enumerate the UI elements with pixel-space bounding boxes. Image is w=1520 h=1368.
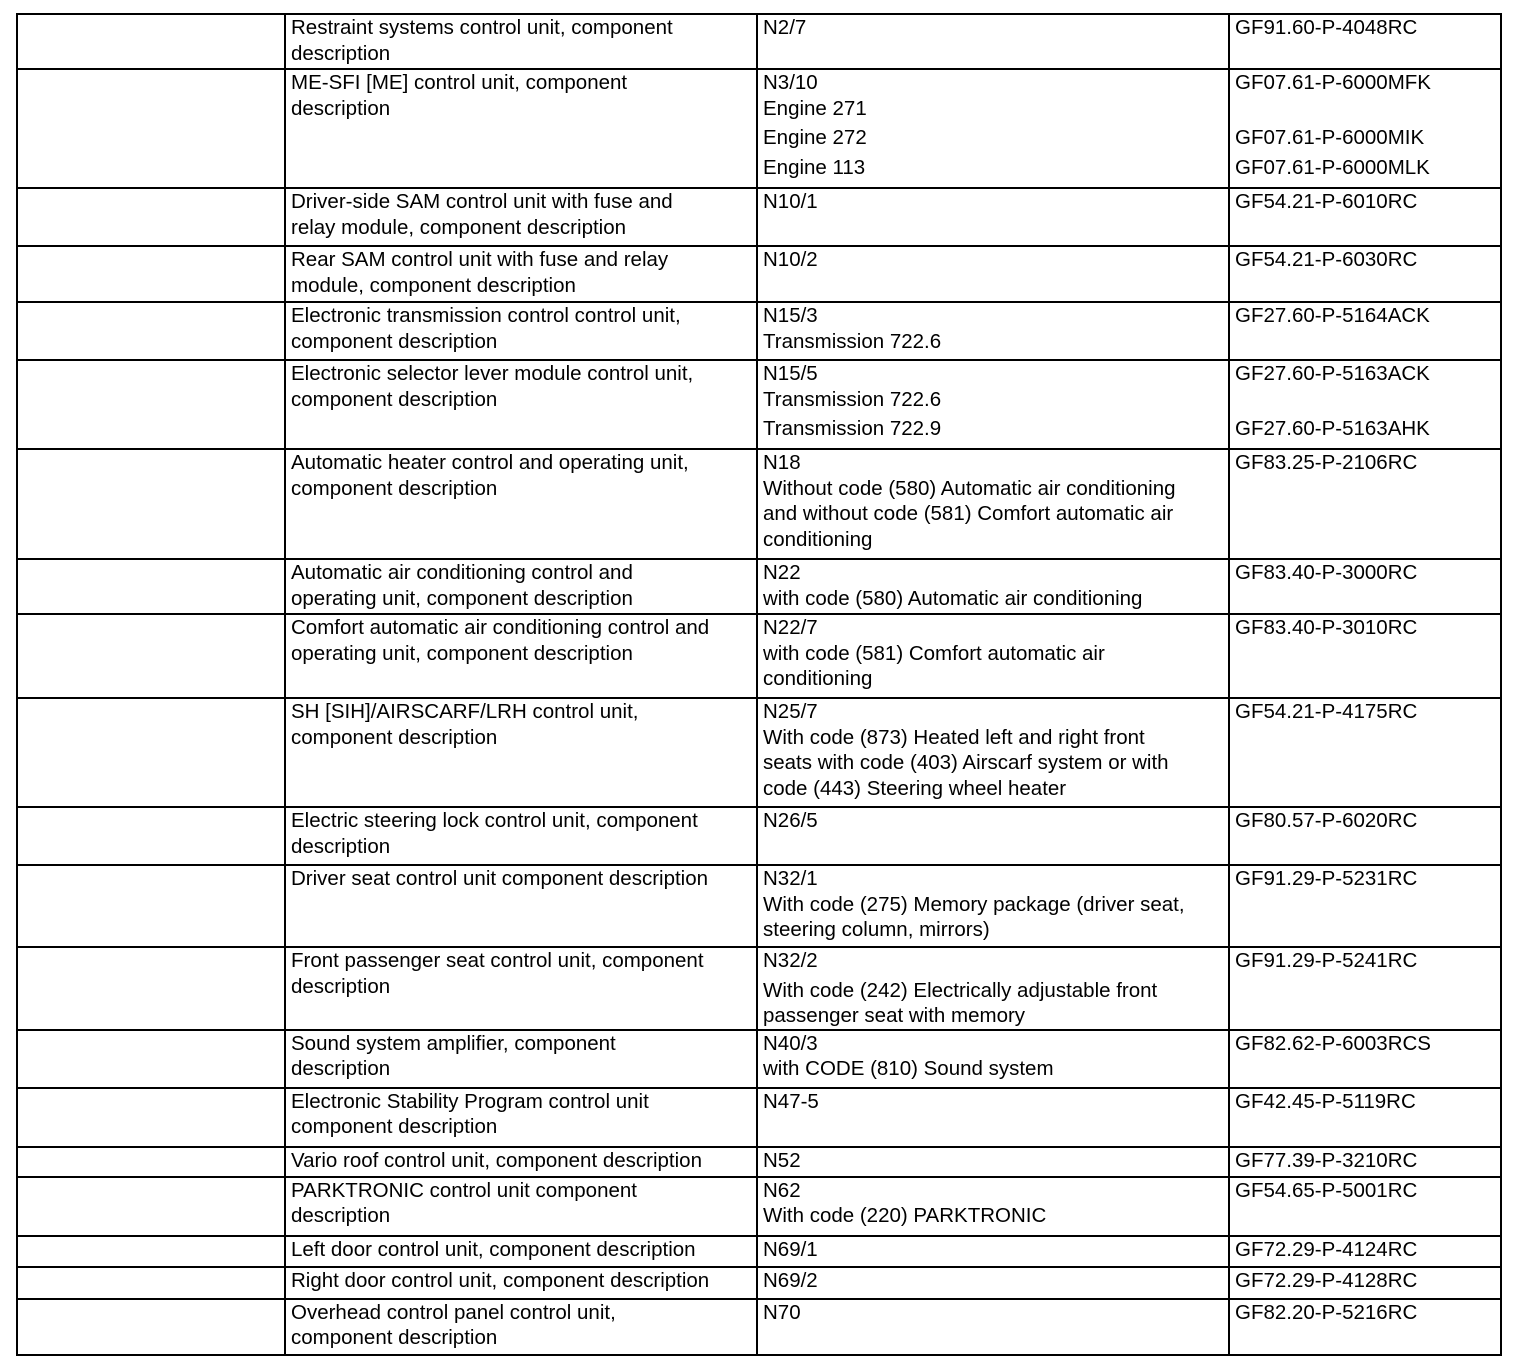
document-number-cell [1229,614,1501,698]
document-number-cell-line: GF82.62-P-6003RCS [1235,1031,1431,1055]
table-row [17,1030,1501,1088]
designation-cell-line: N25/7 [763,700,818,723]
designation-cell [757,449,1229,559]
empty-cell [17,69,285,188]
designation-cell-line: N62 [763,1178,801,1202]
table-row [17,302,1501,360]
component-description-cell-line: description [291,96,391,120]
component-table [16,13,1502,1356]
component-description-cell-line: component description [291,725,498,749]
component-description-cell [285,1236,757,1267]
designation-cell [757,14,1229,69]
table-row [17,246,1501,302]
designation-cell-line: N52 [763,1148,801,1172]
component-description-cell [285,360,757,449]
designation-cell [757,1299,1229,1355]
document-number-cell-line: GF82.20-P-5216RC [1235,1300,1418,1324]
table-row [17,698,1501,807]
document-number-cell [1229,1030,1501,1088]
table-row [17,188,1501,246]
component-description-cell-line: Automatic heater control and operating unit, [291,451,689,474]
designation-cell-line: N22 [763,561,801,584]
designation-cell [757,69,1229,188]
component-description-cell-line: Electronic Stability Program control unit [291,1089,649,1113]
empty-cell [17,1177,285,1236]
designation-cell-line: seats with code (403) Airscarf system or with [763,751,1169,774]
component-description-cell-line: Vario roof control unit, component description [291,1148,702,1172]
designation-cell [757,188,1229,246]
document-number-cell [1229,807,1501,865]
document-number-cell [1229,1088,1501,1147]
designation-cell-line: N69/1 [763,1237,818,1261]
component-description-cell-line: SH [SIH]/AIRSCARF/LRH control unit, [291,700,639,723]
empty-cell [17,302,285,360]
table-row [17,1177,1501,1236]
document-number-cell-line: GF42.45-P-5119RC [1235,1089,1416,1113]
component-description-cell-line: component description [291,1115,498,1138]
component-description-cell-line: Driver-side SAM control unit with fuse and [291,190,673,213]
document-number-cell-line: GF54.65-P-5001RC [1235,1178,1418,1202]
component-description-cell [285,1299,757,1355]
document-number-cell-line: GF72.29-P-4128RC [1235,1268,1418,1292]
table-row [17,1236,1501,1267]
component-description-cell-line: PARKTRONIC control unit component [291,1178,637,1202]
designation-cell [757,1236,1229,1267]
document-number-cell [1229,1267,1501,1299]
component-description-cell [285,14,757,69]
designation-cell [757,1147,1229,1177]
designation-cell-line: Transmission 722.9 [763,417,942,440]
component-description-cell [285,1147,757,1177]
designation-cell-line: N10/1 [763,190,818,213]
document-number-cell-line: GF83.25-P-2106RC [1235,451,1418,474]
empty-cell [17,1030,285,1088]
component-description-cell-line: description [291,974,391,998]
designation-cell-line: with code (581) Comfort automatic air [763,641,1105,665]
document-number-cell [1229,14,1501,69]
component-description-cell-line: component description [291,387,498,411]
component-description-cell-line: Driver seat control unit component description [291,867,709,890]
component-description-cell [285,614,757,698]
empty-cell [17,865,285,947]
designation-cell-line: N69/2 [763,1268,818,1292]
component-description-cell-line: component description [291,329,498,353]
designation-cell-line: With code (220) PARKTRONIC [763,1204,1047,1227]
empty-cell [17,14,285,69]
designation-cell-line: N26/5 [763,809,818,832]
document-number-cell-line [1235,387,1500,413]
component-description-cell-line: Right door control unit, component description [291,1268,710,1292]
designation-cell-line: N3/10 [763,71,818,94]
designation-cell-line: With code (873) Heated left and right front [763,725,1145,749]
designation-cell-line: N18 [763,451,801,474]
table-row [17,807,1501,865]
component-description-cell [285,1267,757,1299]
document-number-cell [1229,1236,1501,1267]
component-description-cell-line: description [291,834,391,858]
designation-cell [757,246,1229,302]
component-description-cell-line: description [291,41,391,65]
component-description-cell-line: relay module, component description [291,215,627,239]
document-number-cell-line: GF83.40-P-3000RC [1235,561,1418,584]
designation-cell [757,807,1229,865]
designation-cell-line: Without code (580) Automatic air conditioning [763,476,1176,500]
document-number-cell [1229,360,1501,449]
empty-cell [17,947,285,1030]
component-description-cell [285,807,757,865]
empty-cell [17,698,285,807]
document-number-cell-line: GF54.21-P-6030RC [1235,248,1418,271]
designation-cell-line: N70 [763,1300,801,1324]
empty-cell [17,807,285,865]
designation-cell-line: With code (275) Memory package (driver seat, [763,892,1185,916]
document-number-cell [1229,69,1501,188]
component-description-cell-line: Sound system amplifier, component [291,1031,616,1055]
component-description-cell-line: description [291,1057,391,1080]
document-number-cell-line: GF27.60-P-5164ACK [1235,304,1430,327]
document-number-cell-line: GF07.61-P-6000MLK [1235,155,1430,179]
designation-cell-line: with CODE (810) Sound system [763,1057,1054,1080]
empty-cell [17,449,285,559]
designation-cell [757,614,1229,698]
document-number-cell [1229,188,1501,246]
component-description-cell-line: operating unit, component description [291,641,633,665]
designation-cell-line: Engine 272 [763,126,867,149]
designation-cell-line: conditioning [763,527,873,551]
table-row [17,449,1501,559]
designation-cell-line: Engine 113 [763,155,866,179]
document-number-cell-line: GF54.21-P-6010RC [1235,190,1418,213]
table-row [17,1267,1501,1299]
designation-cell-line: Engine 271 [763,96,867,120]
component-description-cell [285,698,757,807]
document-number-cell [1229,246,1501,302]
designation-cell-line: Transmission 722.6 [763,329,942,353]
component-description-cell [285,302,757,360]
component-description-cell-line: Electronic selector lever module control unit, [291,362,694,385]
table-row [17,1088,1501,1147]
empty-cell [17,614,285,698]
designation-cell [757,1177,1229,1236]
component-description-cell [285,449,757,559]
component-description-cell-line: description [291,1204,391,1227]
document-number-cell [1229,449,1501,559]
document-number-cell-line: GF27.60-P-5163ACK [1235,362,1430,385]
document-number-cell-line: GF72.29-P-4124RC [1235,1237,1418,1261]
document-number-cell-line: GF91.29-P-5231RC [1235,867,1418,890]
component-description-cell-line: module, component description [291,273,576,297]
component-description-cell [285,1177,757,1236]
component-description-cell [285,246,757,302]
designation-cell-line: Transmission 722.6 [763,387,942,411]
designation-cell [757,559,1229,614]
designation-cell [757,302,1229,360]
designation-cell-line: N15/5 [763,362,818,385]
empty-cell [17,1088,285,1147]
document-number-cell [1229,1299,1501,1355]
designation-cell-line: and without code (581) Comfort automatic air [763,502,1174,525]
table-body [17,14,1501,1355]
table-row [17,559,1501,614]
designation-cell-line: conditioning [763,667,873,690]
empty-cell [17,1299,285,1355]
component-description-cell [285,1088,757,1147]
table-row [17,614,1501,698]
designation-cell-line: N10/2 [763,248,818,271]
document-number-cell [1229,302,1501,360]
document-number-cell [1229,1177,1501,1236]
empty-cell [17,360,285,449]
document-number-cell [1229,559,1501,614]
empty-cell [17,559,285,614]
designation-cell [757,865,1229,947]
table-row [17,865,1501,947]
component-description-cell-line: Overhead control panel control unit, [291,1300,616,1324]
component-description-cell-line: operating unit, component description [291,586,633,610]
document-number-cell-line: GF07.61-P-6000MFK [1235,71,1431,94]
table-row [17,69,1501,188]
designation-cell-line: with code (580) Automatic air conditioning [763,586,1143,610]
designation-cell-line: code (443) Steering wheel heater [763,776,1067,800]
component-description-cell-line: component description [291,1326,498,1349]
designation-cell-line: N32/1 [763,867,818,890]
component-description-cell [285,559,757,614]
document-number-cell [1229,865,1501,947]
designation-cell [757,1088,1229,1147]
table-row [17,947,1501,1030]
empty-cell [17,1147,285,1177]
table-row [17,14,1501,69]
designation-cell-line: N47-5 [763,1089,819,1113]
document-number-cell-line: GF91.60-P-4048RC [1235,16,1418,39]
table-row [17,1299,1501,1355]
table-row [17,1147,1501,1177]
component-description-cell [285,188,757,246]
designation-cell-line: steering column, mirrors) [763,918,990,941]
empty-cell [17,1236,285,1267]
component-description-cell-line: component description [291,476,498,500]
designation-cell-line: With code (242) Electrically adjustable front [763,978,1158,1002]
designation-cell-line: N22/7 [763,616,818,639]
component-description-cell [285,1030,757,1088]
component-description-cell-line: Left door control unit, component description [291,1237,696,1261]
component-description-cell-line: ME-SFI [ME] control unit, component [291,71,628,94]
designation-cell-line: N2/7 [763,16,807,39]
designation-cell [757,698,1229,807]
document-number-cell-line: GF07.61-P-6000MIK [1235,126,1425,149]
document-number-cell-line: GF54.21-P-4175RC [1235,700,1418,723]
table-row [17,360,1501,449]
document-number-cell [1229,947,1501,1030]
designation-cell-line: N40/3 [763,1031,818,1055]
designation-cell-line: N15/3 [763,304,818,327]
empty-cell [17,1267,285,1299]
empty-cell [17,246,285,302]
component-description-cell-line: Automatic air conditioning control and [291,561,633,584]
component-description-cell [285,69,757,188]
component-description-cell-line: Restraint systems control unit, component [291,16,673,39]
document-number-cell-line: GF83.40-P-3010RC [1235,616,1418,639]
component-description-cell-line: Electric steering lock control unit, component [291,809,698,832]
document-number-cell-line: GF77.39-P-3210RC [1235,1148,1418,1172]
designation-cell-line: N32/2 [763,949,818,972]
document-number-cell-line: GF80.57-P-6020RC [1235,809,1418,832]
component-description-cell-line: Front passenger seat control unit, component [291,949,704,972]
document-number-cell-line: GF91.29-P-5241RC [1235,949,1418,972]
designation-cell [757,1030,1229,1088]
document-number-cell [1229,1147,1501,1177]
component-description-cell-line: Electronic transmission control control unit, [291,304,681,327]
component-description-cell [285,947,757,1030]
designation-cell [757,947,1229,1030]
document-number-cell-line [1235,96,1500,122]
document-number-cell-line: GF27.60-P-5163AHK [1235,417,1430,440]
component-description-cell-line: Comfort automatic air conditioning control and [291,616,710,639]
empty-cell [17,188,285,246]
component-description-cell [285,865,757,947]
designation-cell-line: passenger seat with memory [763,1004,1026,1027]
component-description-cell-line: Rear SAM control unit with fuse and relay [291,248,669,271]
designation-cell [757,1267,1229,1299]
designation-cell [757,360,1229,449]
document-number-cell [1229,698,1501,807]
